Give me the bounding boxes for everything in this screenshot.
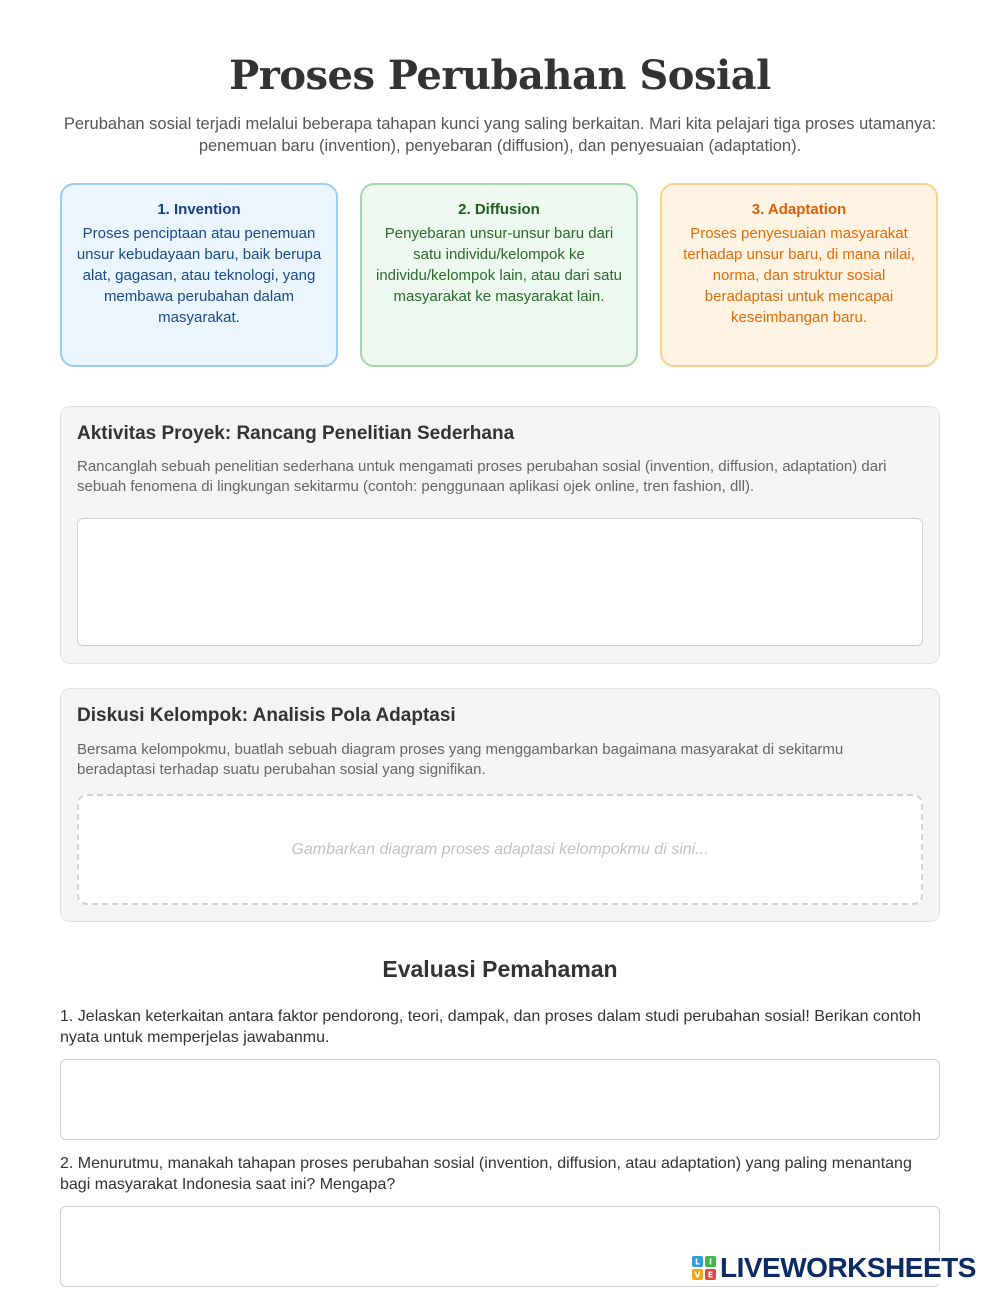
question-2: 2. Menurutmu, manakah tahapan proses perubahan sosial (invention, diffusion, atau adaptation) yang paling menantang bagi masyarakat Indonesia saat ini? Mengapa?: [60, 1155, 912, 1193]
discussion-heading: Diskusi Kelompok: Analisis Pola Adaptasi: [77, 705, 456, 726]
card-title: 2. Diffusion: [458, 201, 540, 218]
diagram-drawing-area[interactable]: [77, 794, 923, 905]
card-adaptation: [660, 183, 938, 367]
evaluation-title: Evaluasi Pemahaman: [382, 956, 618, 982]
liveworksheets-logo-icon: [692, 1256, 716, 1280]
svg-text:I: I: [709, 1257, 712, 1267]
card-description: Penyebaran unsur-unsur baru dari satu individu/kelompok ke individu/kelompok lain, atau dari satu masyarakat ke masyarakat lain.: [376, 225, 622, 305]
page-title: Proses Perubahan Sosial: [229, 52, 771, 99]
card-description: Proses penciptaan atau penemuan unsur kebudayaan baru, baik berupa alat, gagasan, atau teknologi, yang membawa perubahan dalam masyarakat.: [76, 225, 322, 326]
group-discussion-panel: [60, 688, 940, 922]
logo-text: LIVEWORKSHEETS: [720, 1252, 976, 1283]
project-answer-box[interactable]: [77, 518, 923, 646]
svg-text:L: L: [694, 1257, 701, 1267]
diagram-placeholder: Gambarkan diagram proses adaptasi kelompokmu di sini...: [291, 840, 709, 858]
answer-box-1[interactable]: [60, 1059, 940, 1140]
card-description: Proses penyesuaian masyarakat terhadap unsur baru, di mana nilai, norma, dan struktur sosial beradaptasi untuk mencapai keseimbangan baru.: [683, 225, 915, 326]
svg-text:V: V: [694, 1270, 701, 1280]
project-activity-panel: [60, 406, 940, 664]
card-title: 1. Invention: [157, 201, 241, 218]
project-description: Rancanglah sebuah penelitian sederhana untuk mengamati proses perubahan sosial (invention, diffusion, adaptation) dari sebuah fenomena di lingkungan sekitarmu (contoh: penggunaan aplikasi ojek online, tren fashion, dll).: [77, 458, 887, 495]
card-diffusion: [360, 183, 638, 367]
intro-paragraph: Perubahan sosial terjadi melalui beberapa tahapan kunci yang saling berkaitan. Mari kita pelajari tiga proses utamanya: penemuan baru (invention), penyebaran (diffusion), dan penyesuaian (adaptation).: [63, 115, 937, 155]
liveworksheets-logo: [692, 1252, 976, 1284]
question-1: 1. Jelaskan keterkaitan antara faktor pendorong, teori, dampak, dan proses dalam studi perubahan sosial! Berikan contoh nyata untuk memperjelas jawabanmu.: [60, 1008, 921, 1046]
card-invention: [60, 183, 338, 367]
project-heading: Aktivitas Proyek: Rancang Penelitian Sederhana: [77, 423, 515, 444]
discussion-description: Bersama kelompokmu, buatlah sebuah diagram proses yang menggambarkan bagaimana masyarakat di sekitarmu beradaptasi terhadap suatu perubahan sosial yang signifikan.: [77, 741, 844, 778]
card-title: 3. Adaptation: [751, 201, 847, 218]
svg-text:E: E: [707, 1270, 714, 1280]
